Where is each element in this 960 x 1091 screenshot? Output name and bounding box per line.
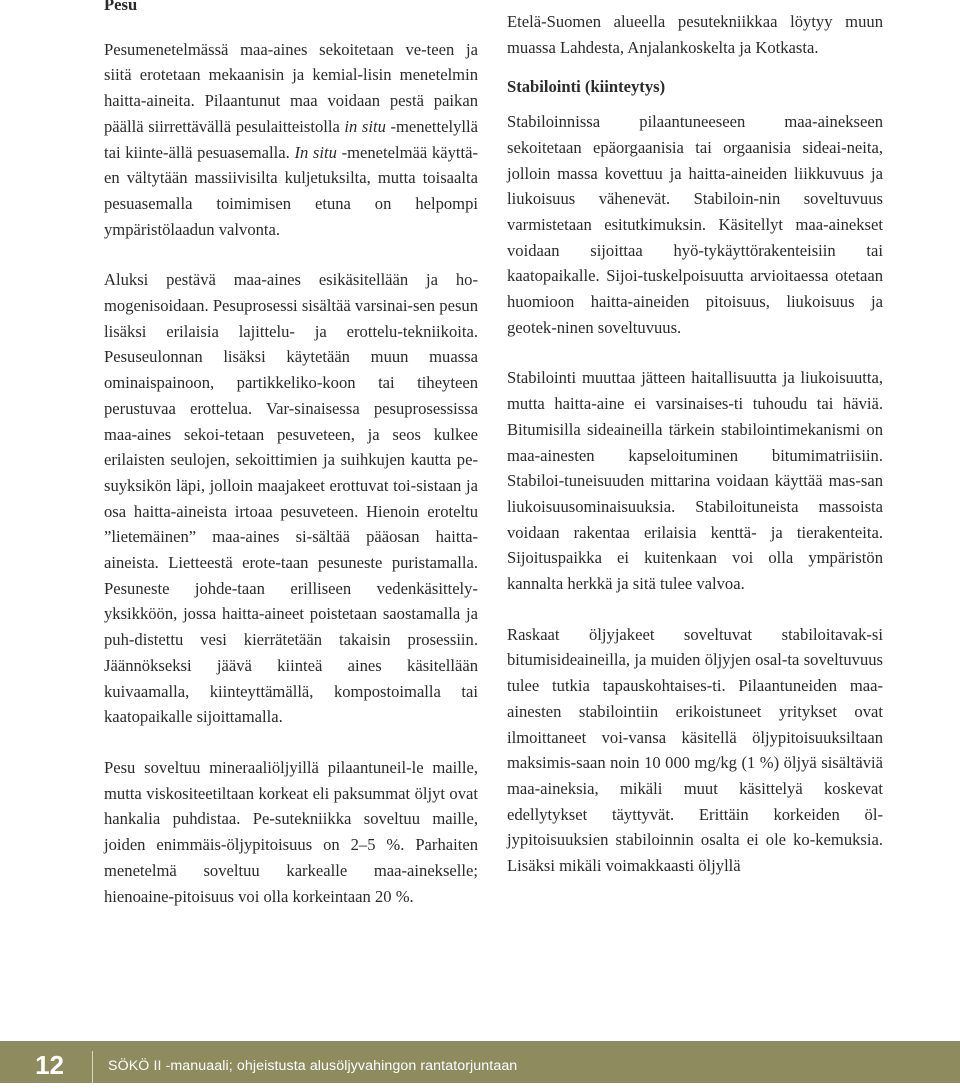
text-run: -menettelyllä tai kiinte-ällä pesuasemalla. — [104, 116, 479, 162]
emphasis: In situ — [294, 142, 337, 162]
footer-divider — [92, 1051, 93, 1083]
footer-title: SÖKÖ II -manuaali; ohjeistusta alusöljyvahingon rantatorjuntaan — [108, 1058, 518, 1074]
page-footer — [0, 1041, 960, 1083]
paragraph: Pesu soveltuu mineraaliöljyillä pilaantuneil-le maille, mutta viskositeetiltaan korkeat eli paksummat öljyt ovat hankalia puhdistaa. Pe-sutekniikka soveltuu maille, joiden enimmäis-öljypitoisuus on 2–5 %. Parhaiten menetelmä soveltuu karkealle maa-ainekselle; hienoaine-pitoisuus voi olla korkeintaan 20 %. — [104, 757, 478, 906]
paragraph: Stabiloinnissa pilaantuneeseen maa-ainekseen sekoitetaan epäorgaanisia tai orgaanisia sideai-neita, jolloin massa kovettuu ja haitta-aineiden liikkuvuus ja liukoisuus vähenevät. Stabiloin-nin soveltuvuus varmistetaan esitutkimuksin. Käsitellyt maa-ainekset voidaan sijoittaa hyö-tykäyttörakenteisiin tai kaatopaikalle. Sijoi-tuskelpoisuutta arvioitaessa otetaan huomioon haitta-aineiden pitoisuus, liukoisuus ja geotek-ninen soveltuvuus. — [507, 112, 883, 337]
right-column — [507, 0, 883, 904]
page-number: 12 — [35, 1050, 64, 1080]
paragraph: Etelä-Suomen alueella pesutekniikkaa löytyy muun muassa Lahdesta, Anjalankoskelta ja Kotkasta. — [507, 12, 883, 57]
paragraph — [104, 37, 478, 243]
text-run: -menetelmää käyttä-en vältytään massiivisilta kuljetuksilta, mutta toisaalta pesuasemalla toimimisen etuna on helpompi ympäristölaadun valvonta. — [104, 142, 478, 239]
text-run: Pesumenetelmässä maa-aines sekoitetaan ve-teen ja siitä erotetaan mekaanisin ja kemial-lisin menetelmin haitta-aineita. Pilaantunut maa voidaan pestä paikan päällä siirrettävällä pesulaitteistolla — [104, 39, 478, 136]
section-heading-stabilointi: Stabilointi (kiinteytys) — [507, 77, 666, 97]
paragraph: Aluksi pestävä maa-aines esikäsitellään ja ho-mogenisoidaan. Pesuprosessi sisältää varsinai-sen pesun lisäksi erilaisia lajittelu- ja erottelu-tekniikoita. Pesuseulonnan lisäksi käytetään muun muassa ominaispainoon, partikkeliko-koon tai tiheyteen perustuvaa erottelua. Var-sinaisessa pesuprosessissa maa-aines sekoi-tetaan pesuveteen, ja seos kulkee erilaisten seulojen, sekoittimien ja suihkujen kautta pe-suyksikön läpi, jolloin maajakeet erottuvat toi-sistaan ja osa haitta-aineista irtoaa pesuveteen. Hienoin eroteltu ”lietemäinen” maa-aines si-sältää pääosan haitta-aineista. Lietteestä erote-taan pesuneste puristamalla. Pesuneste johde-taan erilliseen vedenkäsittely-yksikköön, jossa haitta-aineet poistetaan saostamalla ja puh-distettu vesi kierrätetään takaisin prosessiin. Jäännökseksi jäävä kiinteä aines käsitellään kuivaamalla, kiinteyttämällä, kompostoimalla tai kaatopaikalle sijoittamalla. — [104, 270, 478, 727]
paragraph: Raskaat öljyjakeet soveltuvat stabiloitavak-si bitumisideaineilla, ja muiden öljyjen osal-ta soveltuvuus tulee tutkia tapauskohtaises-ti. Pilaantuneiden maa-ainesten stabilointiin erikoistuneet yritykset ovat ilmoittaneet voi-vansa käsitellä öljypitoisuuksiltaan maksimis-saan noin 10 000 mg/kg (1 %) öljyä sisältäviä maa-aineksia, mikäli muut käsittelyä koskevat edellytykset täyttyvät. Erittäin korkeiden öl-jypitoisuuksien stabiloinnin osalta ei ole ko-kemuksia. Lisäksi mikäli voimakkaasti öljyllä — [507, 624, 883, 876]
left-column — [104, 0, 478, 934]
section-heading-pesu: Pesu — [104, 0, 138, 14]
paragraph: Stabilointi muuttaa jätteen haitallisuutta ja liukoisuutta, mutta haitta-aine ei varsinaises-ti tuhoudu tai häviä. Bitumisilla sideaineilla tärkein stabilointimekanismi on maa-ainesten kapseloituminen bitumimatriisiin. Stabiloi-tuneisuuden mittarina voidaan käyttää mas-san liukoisuusominaisuuksia. Stabiloituneista massoista voidaan rakentaa erilaisia kenttä- ja tierakenteita. Sijoituspaikka ei kuitenkaan voi olla ympäristön kannalta herkkä ja sitä tulee valvoa. — [507, 368, 883, 594]
emphasis: in situ — [344, 116, 386, 136]
